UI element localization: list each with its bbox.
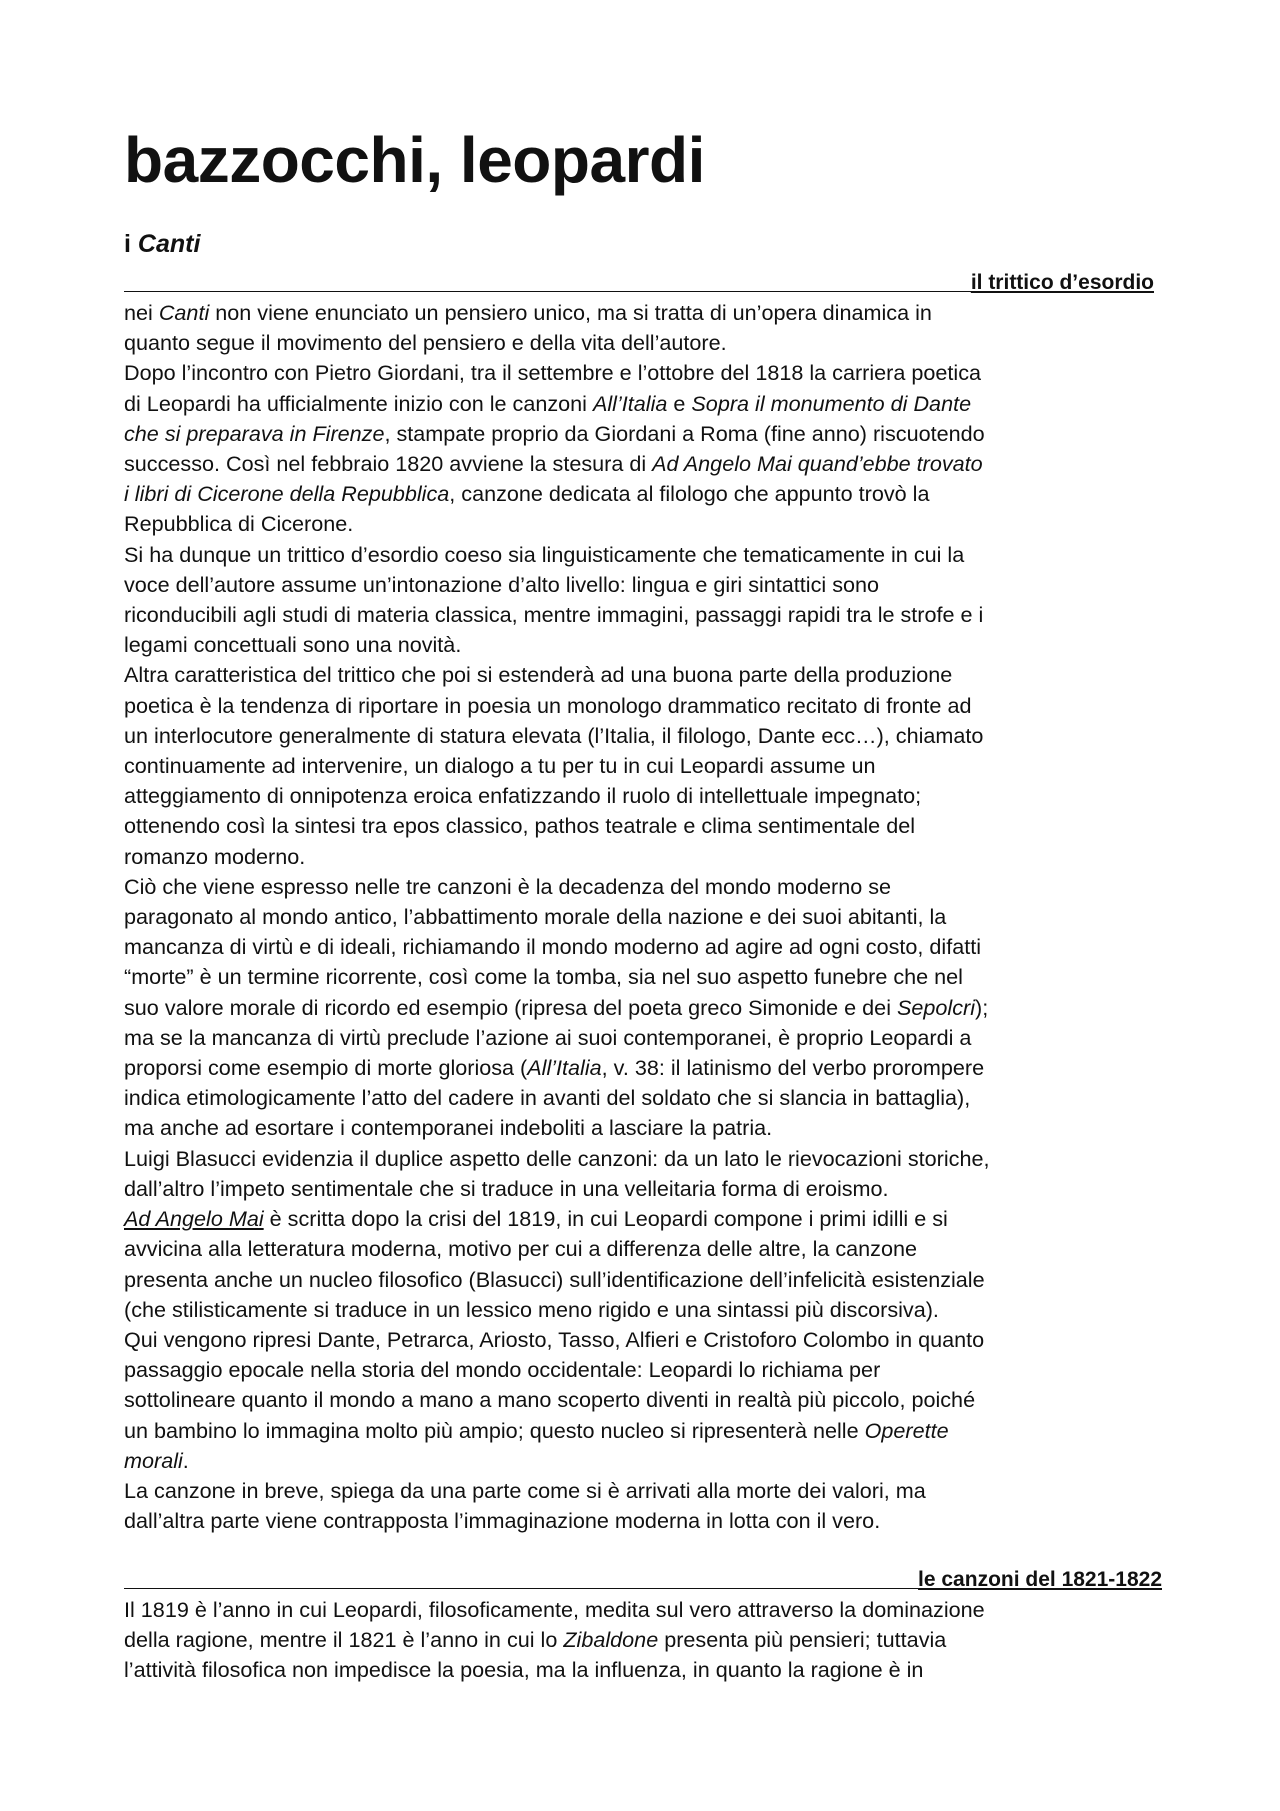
text-line [124, 993, 1169, 1023]
text-line [124, 630, 1169, 660]
text-line [124, 298, 1169, 328]
italic-run: i libri di Cicerone della Repubblica [124, 481, 450, 507]
text-line [124, 600, 1169, 630]
italic-run: Zibaldone [563, 1627, 659, 1653]
section-rule-line [124, 1588, 918, 1589]
text-run: Dopo l’incontro con Pietro Giordani, tra il settembre e l’ottobre del 1818 la carriera poetica [124, 360, 982, 386]
text-line [124, 842, 1169, 872]
subtitle-italic: Canti [137, 230, 201, 258]
text-run: “morte” è un termine ricorrente, così come la tomba, sia nel suo aspetto funebre che nel [124, 964, 963, 990]
text-line [124, 1174, 1169, 1204]
section-body-trittico [124, 298, 1169, 1536]
text-run: e [667, 390, 692, 416]
italic-run: morali [124, 1447, 183, 1473]
text-run: l’attività filosofica non impedisce la poesia, ma la influenza, in quanto la ragione è in [124, 1657, 924, 1683]
text-line [124, 932, 1169, 962]
text-line [124, 1083, 1169, 1113]
text-line [124, 1625, 1169, 1655]
italic-run: Sepolcri [897, 994, 976, 1020]
text-run: continuamente ad intervenire, un dialogo a tu per tu in cui Leopardi assume un [124, 753, 876, 779]
text-run: Il 1819 è l’anno in cui Leopardi, filosoficamente, medita sul vero attraverso la dominazione [124, 1597, 985, 1622]
text-run: voce dell’autore assume un’intonazione d’alto livello: lingua e giri sintattici sono [124, 571, 880, 597]
text-line [124, 479, 1169, 509]
text-line [124, 872, 1169, 902]
text-run: ); [975, 994, 989, 1020]
section-rule-line [124, 291, 971, 292]
subtitle-prefix: i [124, 230, 138, 258]
text-run: mancanza di virtù e di ideali, richiamando il mondo moderno ad agire ad ogni costo, difatti [124, 934, 982, 960]
italic-run: Sopra il monumento di Dante [691, 390, 972, 416]
text-run: passaggio epocale nella storia del mondo occidentale: Leopardi lo richiama per [124, 1357, 881, 1383]
text-run: quanto segue il movimento del pensiero e della vita dell’autore. [124, 330, 727, 356]
text-run: nei [124, 300, 159, 325]
text-run: dall’altra parte viene contrapposta l’immaginazione moderna in lotta con il vero. [124, 1508, 881, 1534]
text-run: ma se la mancanza di virtù preclude l’azione ai suoi contemporanei, è proprio Leopardi a [124, 1024, 972, 1050]
italic-run: Canti [158, 300, 210, 325]
text-run: sottolineare quanto il mondo a mano a mano scoperto diventi in realtà più piccolo, poiché [124, 1387, 976, 1413]
text-line [124, 1416, 1169, 1446]
text-run: (che stilisticamente si traduce in un lessico meno rigido e una sintassi più discorsiva). [124, 1296, 939, 1322]
text-run: , canzone dedicata al filologo che appunto trovò la [449, 481, 930, 507]
text-line [124, 1385, 1169, 1415]
text-line [124, 902, 1169, 932]
italic-run: All’Italia [527, 1055, 602, 1081]
text-line [124, 1023, 1169, 1053]
text-run: ma anche ad esortare i contemporanei indeboliti a lasciare la patria. [124, 1115, 773, 1141]
text-run: legami concettuali sono una novità. [124, 632, 462, 658]
text-run: Repubblica di Cicerone. [124, 511, 354, 537]
text-line [124, 419, 1169, 449]
text-run: romanzo moderno. [124, 843, 306, 869]
text-run: non viene enunciato un pensiero unico, ma si tratta di un’opera dinamica in [209, 300, 932, 325]
text-line [124, 1144, 1169, 1174]
text-run: della ragione, mentre il 1821 è l’anno in cui lo [124, 1627, 564, 1653]
text-line [124, 1053, 1169, 1083]
text-line [124, 1295, 1169, 1325]
text-line [124, 570, 1169, 600]
text-line [124, 449, 1169, 479]
text-run: Luigi Blasucci evidenzia il duplice aspetto delle canzoni: da un lato le rievocazioni storiche, [124, 1145, 990, 1171]
text-line [124, 962, 1169, 992]
text-line [124, 1355, 1169, 1385]
text-run: atteggiamento di onnipotenza eroica enfatizzando il ruolo di intellettuale impegnato; [124, 783, 922, 809]
text-run: un bambino lo immagina molto più ampio; questo nucleo si ripresenterà nelle [124, 1417, 865, 1443]
text-run: ottenendo così la sintesi tra epos classico, pathos teatrale e clima sentimentale del [124, 813, 916, 839]
text-line [124, 540, 1169, 570]
text-run: Altra caratteristica del trittico che poi si estenderà ad una buona parte della produzione [124, 662, 953, 688]
section-heading: le canzoni del 1821-1822 [918, 1568, 1162, 1591]
text-run: poetica è la tendenza di riportare in poesia un monologo drammatico recitato di fronte ad [124, 692, 972, 718]
document-title: bazzocchi, leopardi [124, 124, 705, 196]
text-line [124, 1204, 1169, 1234]
text-line [124, 1595, 1169, 1625]
text-run: , v. 38: il latinismo del verbo prorompere [601, 1055, 985, 1081]
text-run: successo. Così nel febbraio 1820 avviene la stesura di [124, 451, 653, 477]
text-run: dall’altro l’impeto sentimentale che si traduce in una velleitaria forma di eroismo. [124, 1175, 889, 1201]
text-run: paragonato al mondo antico, l’abbattimento morale della nazione e dei suoi abitanti, la [124, 904, 947, 930]
text-run: proporsi come esempio di morte gloriosa ( [124, 1055, 528, 1081]
text-run: Ciò che viene espresso nelle tre canzoni è la decadenza del mondo moderno se [124, 873, 892, 899]
section-header-canzoni-1821-1822 [124, 1563, 1162, 1593]
text-line [124, 811, 1169, 841]
text-run: indica etimologicamente l’atto del cadere in avanti del soldato che si slancia in battaglia), [124, 1085, 971, 1111]
text-line [124, 1265, 1169, 1295]
text-line [124, 1506, 1169, 1536]
text-run: La canzone in breve, spiega da una parte come si è arrivati alla morte dei valori, ma [124, 1477, 926, 1503]
text-run: di Leopardi ha ufficialmente inizio con le canzoni [124, 390, 593, 416]
italic-run: che si preparava in Firenze [124, 420, 385, 446]
text-run: è scritta dopo la crisi del 1819, in cui Leopardi compone i primi idilli e si [263, 1206, 948, 1232]
text-line [124, 1234, 1169, 1264]
text-line [124, 1446, 1169, 1476]
section-header-trittico [124, 266, 1154, 296]
italic-run: Ad Angelo Mai [124, 1206, 264, 1232]
text-run: presenta più pensieri; tuttavia [658, 1627, 947, 1653]
text-run: suo valore morale di ricordo ed esempio (ripresa del poeta greco Simonide e dei [124, 994, 897, 1020]
text-line [124, 660, 1169, 690]
text-line [124, 781, 1169, 811]
text-line [124, 1325, 1169, 1355]
text-line [124, 1655, 1169, 1685]
section-heading: il trittico d’esordio [970, 271, 1154, 294]
text-run: riconducibili agli studi di materia classica, mentre immagini, passaggi rapidi tra le strofe e i [124, 602, 984, 628]
italic-run: Operette [864, 1417, 949, 1443]
text-line [124, 721, 1169, 751]
text-run: avvicina alla letteratura moderna, motivo per cui a differenza delle altre, la canzone [124, 1236, 918, 1262]
text-line [124, 1476, 1169, 1506]
document-subtitle [124, 232, 200, 257]
text-line [124, 691, 1169, 721]
italic-run: Ad Angelo Mai quand’ebbe trovato [652, 451, 983, 477]
text-run: . [182, 1447, 189, 1473]
text-line [124, 389, 1169, 419]
text-line [124, 358, 1169, 388]
text-run: un interlocutore generalmente di statura elevata (l’Italia, il filologo, Dante ecc…), chiamato [124, 722, 984, 748]
text-line [124, 328, 1169, 358]
italic-run: All’Italia [592, 390, 668, 416]
text-line [124, 509, 1169, 539]
text-run: , stampate proprio da Giordani a Roma (fine anno) riscuotendo [384, 420, 985, 446]
text-run: Si ha dunque un trittico d’esordio coeso sia linguisticamente che tematicamente in cui la [124, 541, 965, 567]
text-run: Qui vengono ripresi Dante, Petrarca, Ariosto, Tasso, Alfieri e Cristoforo Colombo in quanto [124, 1326, 985, 1352]
text-run: presenta anche un nucleo filosofico (Blasucci) sull’identificazione dell’infelicità esistenziale [124, 1266, 985, 1292]
text-line [124, 751, 1169, 781]
text-line [124, 1113, 1169, 1143]
section-body-canzoni [124, 1595, 1169, 1686]
